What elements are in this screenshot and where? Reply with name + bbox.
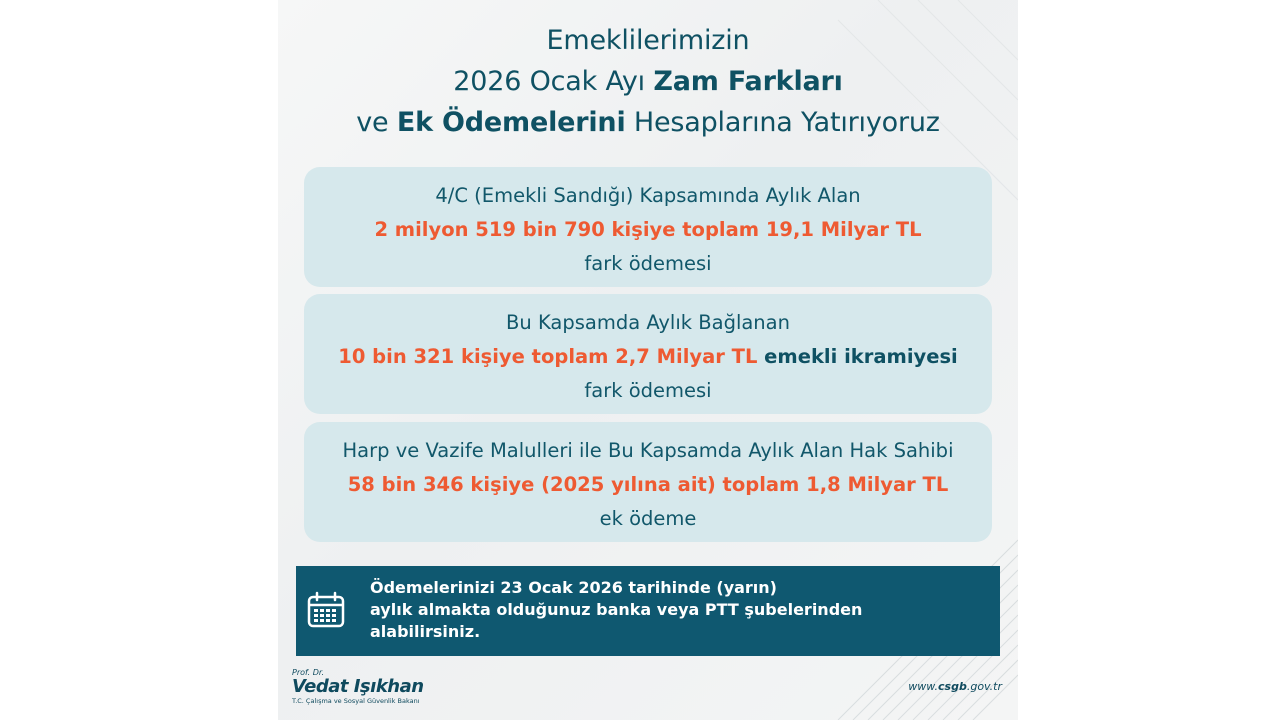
headline-line-3 xyxy=(278,102,1018,143)
website-link[interactable] xyxy=(908,680,1002,693)
announcement-poster xyxy=(278,0,1018,720)
headline-line-2-pre: 2026 Ocak Ayı xyxy=(453,66,654,97)
info-card-harp-vazife-malulleri xyxy=(304,422,992,542)
headline-line-3-pre: ve xyxy=(356,107,397,138)
card-highlight-line xyxy=(304,340,992,374)
card-heading: Bu Kapsamda Aylık Bağlanan xyxy=(506,311,790,334)
website-domain: csgb xyxy=(938,680,967,693)
headline xyxy=(278,20,1018,143)
card-heading: Harp ve Vazife Malulleri ile Bu Kapsamda Aylık Alan Hak Sahibi xyxy=(342,439,954,462)
website-prefix: www. xyxy=(908,680,939,693)
info-card-emekli-ikramiyesi xyxy=(304,294,992,414)
headline-line-1: Emeklilerimizin xyxy=(546,25,750,56)
headline-line-2 xyxy=(278,61,1018,102)
right-margin xyxy=(1018,0,1280,720)
card-highlight: 58 bin 346 kişiye (2025 yılına ait) toplam 1,8 Milyar TL xyxy=(347,473,949,496)
notice-line-2: aylık almakta olduğunuz banka veya PTT şubelerinden xyxy=(370,600,863,619)
signature-role: T.C. Çalışma ve Sosyal Güvenlik Bakanı xyxy=(292,697,420,705)
card-heading: 4/C (Emekli Sandığı) Kapsamında Aylık Alan xyxy=(435,184,861,207)
headline-line-3-post: Hesaplarına Yatırıyoruz xyxy=(625,107,940,138)
website-suffix: .gov.tr xyxy=(966,680,1002,693)
minister-signature xyxy=(292,668,424,705)
left-margin xyxy=(0,0,278,720)
signature-name: Vedat Işıkhan xyxy=(292,676,424,697)
notice-line-1: Ödemelerinizi 23 Ocak 2026 tarihinde (yarın) xyxy=(370,578,777,597)
card-highlight-suffix: emekli ikramiyesi xyxy=(757,345,958,368)
payment-date-notice xyxy=(296,566,1000,656)
notice-line-3: alabilirsiniz. xyxy=(370,622,481,641)
info-card-emekli-sandigi xyxy=(304,167,992,287)
card-footer: fark ödemesi xyxy=(584,252,712,275)
card-footer: ek ödeme xyxy=(599,507,697,530)
headline-line-3-strong: Ek Ödemelerini xyxy=(396,107,626,138)
headline-line-2-strong: Zam Farkları xyxy=(653,66,843,97)
signature-title: Prof. Dr. xyxy=(292,668,325,677)
card-highlight: 10 bin 321 kişiye toplam 2,7 Milyar TL xyxy=(338,345,758,368)
card-footer: fark ödemesi xyxy=(584,379,712,402)
card-highlight: 2 milyon 519 bin 790 kişiye toplam 19,1 Milyar TL xyxy=(374,218,922,241)
calendar-icon xyxy=(306,590,346,630)
